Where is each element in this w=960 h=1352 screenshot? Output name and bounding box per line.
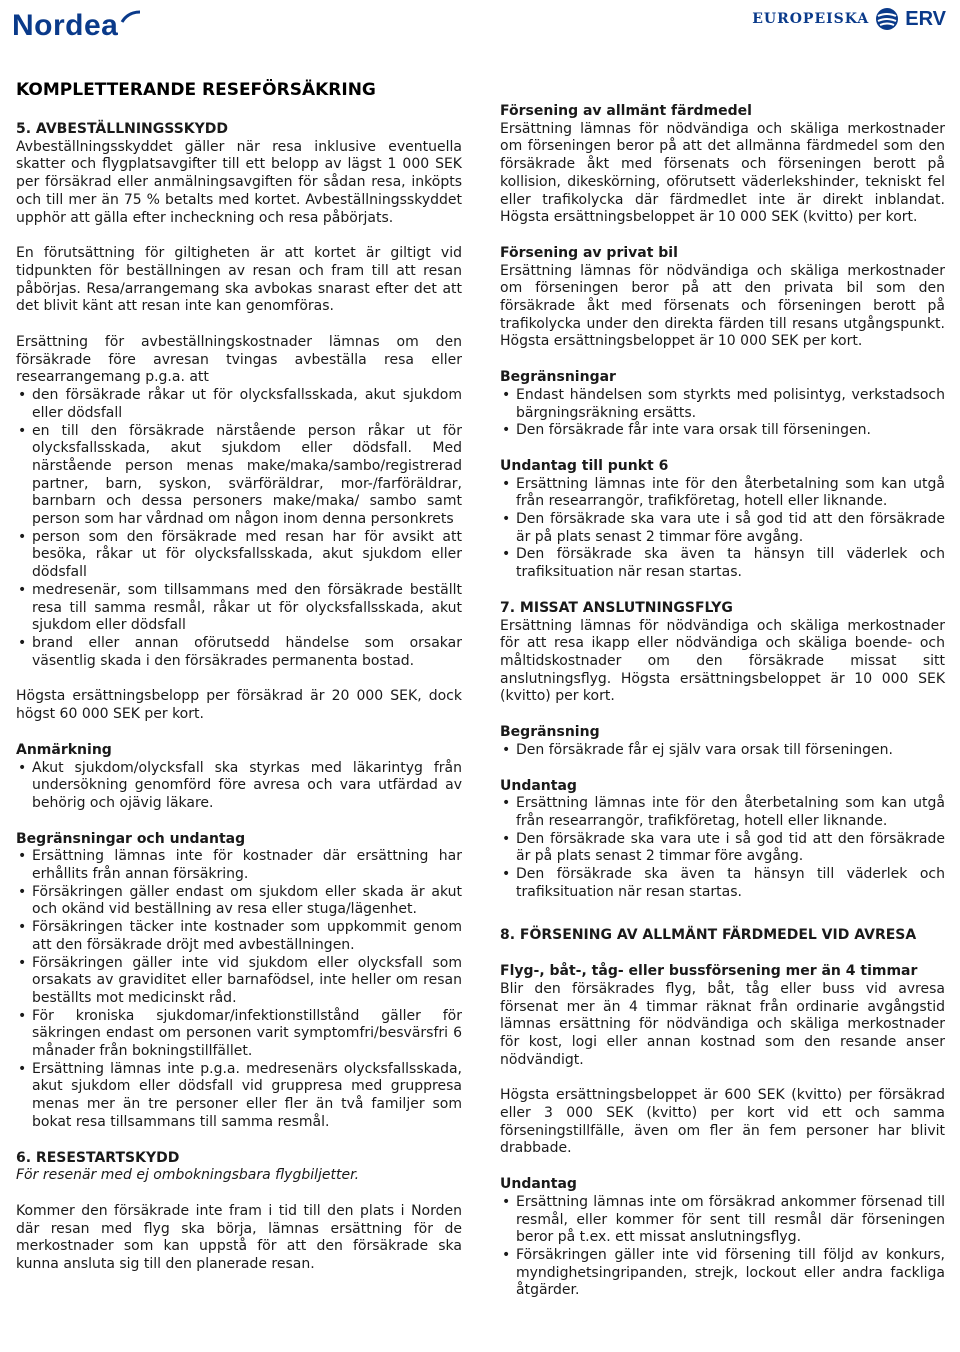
right-column: [500, 103, 945, 1300]
limitations-list: [16, 848, 462, 1131]
list-item: • Den försäkrade får inte vara orsak till förseningen.: [500, 422, 945, 440]
list-item: • Ersättning lämnas inte p.g.a. medresenärs olycksfallsskada, akut sjukdom eller dödsfall vid gruppresa med gruppresa menas mer än tre personer eller fler än två familjer som bokat resa tillsammans till samma resmål.: [16, 1061, 462, 1132]
section-8-subheading: Flyg-, båt-, tåg- eller bussförsening mer än 4 timmar: [500, 963, 918, 980]
left-column: [16, 121, 462, 1274]
list-item: • Den försäkrade ska även ta hänsyn till väderlek och trafiksituation när resan startas.: [500, 866, 945, 901]
private-car-delay-paragraph: Ersättning lämnas för nödvändiga och skäliga merkostnader om förseningen beror på att den privata bil som den försäkrade åkt med försenats och förseningen berott på trafikolycka under den direkta färden till resans utgångspunkt. Högsta ersättningsbeloppet är 10 000 SEK per kort.: [500, 262, 945, 350]
section-6-subheading: För resenär med ej ombokningsbara flygbiljetter.: [16, 1167, 360, 1184]
note-heading: Anmärkning: [16, 741, 112, 758]
list-item: • Endast händelsen som styrkts med polisintyg, verkstadsoch bärgningsräkning ersätts.: [500, 387, 945, 422]
section-5-paragraph-4: Högsta ersättningsbelopp per försäkrad är 20 000 SEK, dock högst 60 000 SEK per kort.: [16, 688, 462, 723]
exceptions-6-list: [500, 476, 945, 582]
list-item: • För kroniska sjukdomar/infektionstillstånd gäller för säkringen endast om personen varit symptomfri/besvärsfri 6 månader från bokningstillfället.: [16, 1008, 462, 1061]
list-item: • Den försäkrade ska vara ute i så god tid att den försäkrade är på plats senast 2 timmar före avgång.: [500, 831, 945, 866]
section-7-heading: 7. MISSAT ANSLUTNINGSFLYG: [500, 599, 733, 616]
section-8-exceptions-heading: Undantag: [500, 1176, 577, 1193]
list-item: • Den försäkrade får ej själv vara orsak till förseningen.: [500, 742, 945, 760]
restrictions-heading: Begränsningar: [500, 369, 616, 386]
list-item: • Försäkringen gäller inte vid försening till följd av konkurs, myndighetsingripanden, strejk, lockout eller andra fackliga åtgärder.: [500, 1247, 945, 1300]
list-item: • Ersättning lämnas inte för den återbetalning som kan utgå från researrangör, trafikföretag, hotell eller liknande.: [500, 476, 945, 511]
section-5-heading: 5. AVBESTÄLLNINGSSKYDD: [16, 121, 229, 137]
private-car-delay-heading: Försening av privat bil: [500, 244, 678, 261]
list-item: • Ersättning lämnas inte för kostnader där ersättning har erhållits från annan försäkring.: [16, 848, 462, 883]
public-transport-delay-paragraph: Ersättning lämnas för nödvändiga och skäliga merkostnader om förseningen beror på att det allmänna färdmedel som den försäkrade åkt med försenats och förseningen berott på kollision, dikeskörning, oförutsett väderlekshinder, tekniskt fel eller trafikolycka där färdmedlet inte är direkt inblandat. Högsta ersättningsbeloppet är 10 000 SEK (kvitto) per kort.: [500, 120, 945, 226]
erv-logo-mark: ERV: [905, 7, 946, 30]
list-item: • person som den försäkrade med resan har för avsikt att besöka, råkar ut för olycksfallsskada, akut sjukdom eller dödsfall: [16, 529, 462, 582]
list-item: • Den försäkrade ska vara ute i så god tid att den försäkrade är på plats senast 2 timmar före avgång.: [500, 511, 945, 546]
page-header: [0, 0, 960, 52]
section-8-heading: 8. FÖRSENING AV ALLMÄNT FÄRDMEDEL VID AVRESA: [500, 927, 917, 944]
section-7-restriction-heading: Begränsning: [500, 724, 600, 741]
list-item: • Ersättning lämnas inte om försäkrad ankommer försenad till resmål, eller kommer för sent till resmål där förseningen beror på t.ex. ett missat anslutningsflyg.: [500, 1194, 945, 1247]
list-item: • brand eller annan oförutsedd händelse som orsakar väsentlig skada i den försäkrades permanenta bostad.: [16, 635, 462, 670]
section-8-paragraph-1: Blir den försäkrades flyg, båt, tåg eller buss vid avresa försenat mer än 4 timmar räknat från ordinarie avgångstid lämnas ersättning för nödvändiga och skäliga merkostnader för kost, logi eller annan kostnad som den resande anser nödvändigt.: [500, 980, 945, 1068]
list-item: • Ersättning lämnas inte för den återbetalning som kan utgå från researrangör, trafikföretag, hotell eller liknande.: [500, 795, 945, 830]
limitations-heading: Begränsningar och undantag: [16, 830, 246, 847]
section-7-paragraph: Ersättning lämnas för nödvändiga och skäliga merkostnader för att resa ikapp eller nödvändiga och skäliga boende- och måltidskostnader om den försäkrade missat sitt anslutningsflyg. Högsta ersättningsbeloppet är 10 000 SEK (kvitto) per kort.: [500, 617, 945, 705]
section-5-paragraph-1: Avbeställningsskyddet gäller när resa inklusive eventuella skatter och flygplatsavgifter till ett belopp av lägst 1 000 SEK per försäkrad eller anmälningsavgiften för sådan resa, inköpts och till mer än 75 % betalts med kortet. Avbeställningsskyddet upphör att gälla efter incheckning och resa påbörjats.: [16, 138, 462, 226]
note-list: [16, 760, 462, 813]
document-title: KOMPLETTERANDE RESEFÖRSÄKRING: [16, 80, 376, 100]
list-item: • Akut sjukdom/olycksfall ska styrkas med läkarintyg från undersökning genomförd före avresa och vara utfärdad av behörig och ojävig läkare.: [16, 760, 462, 813]
public-transport-delay-heading: Försening av allmänt färdmedel: [500, 103, 752, 119]
erv-logo: [752, 4, 946, 34]
list-item: • den försäkrade råkar ut för olycksfallsskada, akut sjukdom eller dödsfall: [16, 387, 462, 422]
section-7-exceptions-list: [500, 795, 945, 901]
restrictions-list: [500, 387, 945, 440]
nordea-logo: [12, 4, 142, 48]
nordea-logo-text: Nordea: [12, 9, 119, 42]
section-7-exceptions-heading: Undantag: [500, 777, 577, 794]
section-8-exceptions-list: [500, 1194, 945, 1300]
section-6-paragraph-1: Kommer den försäkrade inte fram i tid till den plats i Norden där resan med flyg ska börja, lämnas ersättning för de merkostnader som kan uppstå för att den försäkrade ska kunna ansluta sig till den planerade resan.: [16, 1202, 462, 1273]
section-6-heading: 6. RESESTARTSKYDD: [16, 1149, 180, 1166]
list-item: • en till den försäkrade närstående person råkar ut för olycksfallsskada, akut sjukdom eller dödsfall. Med närstående person menas make/maka/sambo/registrerad partner, barn, syskon, svärföräldrar, mor-/farföräldrar, barnbarn och dessa personers make/maka/ sambo samt person som har vårdnad om någon inom denna personkrets: [16, 423, 462, 529]
list-item: • Försäkringen gäller inte vid sjukdom eller olycksfall som orsakats av graviditet eller barnafödsel, inte heller om resan beställts mot medicinskt råd.: [16, 955, 462, 1008]
section-5-paragraph-2: En förutsättning för giltigheten är att kortet är giltigt vid tidpunkten för beställningen av resan och fram till att resan påbörjas. Resa/arrangemang ska avbokas snarast efter det att det blivit känt att resan inte kan genomföras.: [16, 245, 462, 315]
nordea-swoosh-icon: [120, 10, 142, 24]
list-item: • Den försäkrade ska även ta hänsyn till väderlek och trafiksituation när resan startas.: [500, 546, 945, 581]
exceptions-6-heading: Undantag till punkt 6: [500, 457, 669, 474]
list-item: • Försäkringen täcker inte kostnader som uppkommit genom att den försäkrade dröjt med avbeställningen.: [16, 919, 462, 954]
erv-logo-text: EUROPEISKA: [752, 11, 870, 27]
globe-icon: [875, 7, 899, 31]
section-8-paragraph-2: Högsta ersättningsbeloppet är 600 SEK (kvitto) per försäkrad eller 3 000 SEK (kvitto) per kort vid ett och samma förseningstillfälle, även om fler än fem personer har blivit drabbade.: [500, 1087, 945, 1157]
section-5-paragraph-3: Ersättning för avbeställningskostnader lämnas om den försäkrade före avresan tvingas avbeställa resa eller researrangemang p.g.a. att: [16, 334, 462, 386]
list-item: • medresenär, som tillsammans med den försäkrade beställt resa till samma resmål, råkar ut för olycksfallsskada, akut sjukdom eller dödsfall: [16, 582, 462, 635]
section-7-restriction-list: [500, 742, 945, 760]
list-item: • Försäkringen gäller endast om sjukdom eller skada är akut och okänd vid beställning av resa eller stuga/lägenhet.: [16, 884, 462, 919]
section-5-reasons-list: [16, 387, 462, 670]
